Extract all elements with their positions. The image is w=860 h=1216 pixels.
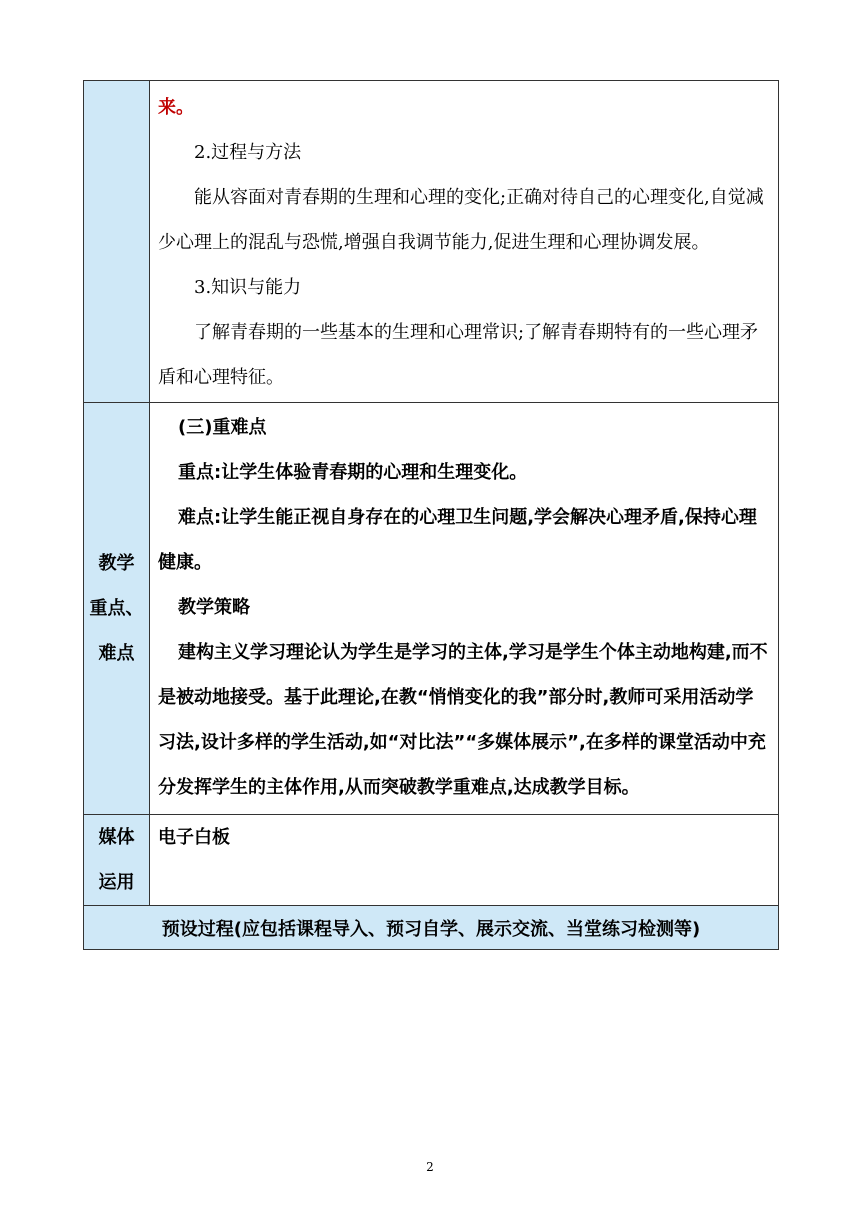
continuation-text: 来。 (158, 97, 194, 118)
process-method-heading: 2.过程与方法 (194, 142, 302, 163)
key-points-row (84, 403, 779, 815)
key-points-label-line1: 教学 (98, 553, 135, 574)
media-label-line2: 运用 (98, 872, 135, 893)
objectives-label-cell (84, 81, 150, 403)
key-points-label-cell (84, 403, 150, 815)
key-points-label-line2: 重点、 (89, 598, 144, 619)
process-header-row (84, 906, 779, 950)
media-label-cell (84, 815, 150, 906)
objectives-content-cell (150, 81, 779, 403)
key-points-label-line3: 难点 (98, 643, 135, 664)
process-header-text: 预设过程(应包括课程导入、预习自学、展示交流、当堂练习检测等) (161, 918, 701, 940)
key-difficult-heading: (三)重难点 (178, 417, 267, 438)
difficult-point-text: 难点:让学生能正视自身存在的心理卫生问题,学会解决心理矛盾,保持心理健康。 (158, 507, 757, 573)
key-point-text: 重点:让学生体验青春期的心理和生理变化。 (178, 462, 528, 483)
media-row (84, 815, 779, 906)
strategy-text: 建构主义学习理论认为学生是学习的主体,学习是学生个体主动地构建,而不是被动地接受。基于此理论,在教“悄悄变化的我”部分时,教师可采用活动学习法,设计多样的学生活动,如“对比法”“多媒体展示”,在多样的课堂活动中充分发挥学生的主体作用,从而突破教学重难点,达成教学目标。 (158, 642, 768, 798)
media-label-line1: 媒体 (98, 827, 135, 848)
knowledge-ability-heading: 3.知识与能力 (194, 277, 302, 298)
process-header-cell (84, 906, 779, 950)
page-number: 2 (426, 1160, 434, 1174)
strategy-heading: 教学策略 (178, 597, 250, 618)
lesson-plan-table (83, 80, 779, 950)
objectives-row (84, 81, 779, 403)
media-content-text: 电子白板 (158, 827, 230, 848)
knowledge-ability-paragraph: 了解青春期的一些基本的生理和心理常识;了解青春期特有的一些心理矛盾和心理特征。 (158, 322, 759, 388)
process-method-paragraph: 能从容面对青春期的生理和心理的变化;正确对待自己的心理变化,自觉减少心理上的混乱与恐慌,增强自我调节能力,促进生理和心理协调发展。 (158, 187, 764, 253)
key-points-content-cell (150, 403, 779, 815)
media-content-cell (150, 815, 779, 906)
